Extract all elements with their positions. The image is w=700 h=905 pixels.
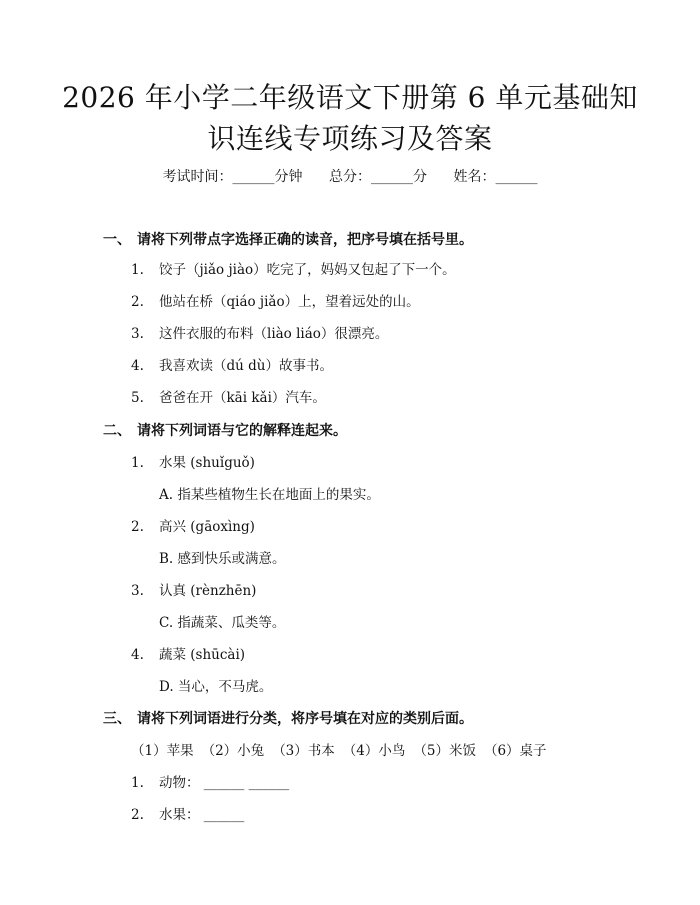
section-3-number: 三、 [103, 711, 131, 727]
section-1-title: 请将下列带点字选择正确的读音，把序号填在括号里。 [137, 232, 473, 248]
score-blank: ______ [371, 169, 413, 185]
list-item: 1. 饺子（jiǎo jiào）吃完了，妈妈又包起了下一个。 [131, 262, 456, 278]
list-item: 2. 他站在桥（qiáo jiǎo）上，望着远处的山。 [131, 294, 420, 310]
time-label: 考试时间： [162, 169, 233, 185]
page-title-line-1: 2026 年小学二年级语文下册第 6 单元基础知 [62, 81, 638, 114]
definition-item: B. 感到快乐或满意。 [159, 551, 286, 567]
section-1-heading [103, 229, 473, 251]
time-unit: 分钟 [274, 169, 303, 185]
definition-item: C. 指蔬菜、瓜类等。 [159, 615, 286, 631]
list-item: 1. 水果 (shuǐguǒ) [131, 455, 255, 471]
option-item: （3）书本 [272, 743, 335, 759]
option-item: （1）苹果 [131, 743, 194, 759]
time-blank: ______ [232, 169, 275, 185]
name-blank: ______ [495, 169, 538, 185]
list-item: 2. 水果： ______ [131, 807, 245, 823]
section-3-heading [103, 708, 473, 730]
list-item: 2. 高兴 (gāoxìng) [131, 519, 255, 535]
option-item: （4）小鸟 [342, 743, 406, 759]
option-item: （2）小兔 [201, 743, 265, 759]
page-title-line-2: 识连线专项练习及答案 [207, 122, 493, 155]
exam-info-row [0, 166, 700, 188]
section-1-number: 一、 [103, 232, 131, 248]
section-2-title: 请将下列词语与它的解释连起来。 [137, 423, 347, 439]
list-item: 3. 认真 (rènzhēn) [131, 583, 257, 599]
section-2-heading [103, 420, 347, 442]
score-unit: 分 [413, 169, 427, 185]
word-options [131, 740, 555, 762]
name-label: 姓名： [453, 169, 496, 185]
section-3-title: 请将下列词语进行分类，将序号填在对应的类别后面。 [137, 711, 473, 727]
definition-item: D. 当心，不马虎。 [159, 679, 273, 695]
list-item: 5. 爸爸在开（kāi kǎi）汽车。 [131, 390, 326, 406]
list-item: 4. 蔬菜 (shūcài) [131, 647, 246, 663]
section-2-number: 二、 [103, 423, 131, 439]
score-label: 总分： [329, 169, 371, 185]
list-item: 1. 动物： ______ ______ [131, 775, 290, 791]
option-item: （6）桌子 [483, 743, 547, 759]
list-item: 3. 这件衣服的布料（liào liáo）很漂亮。 [131, 326, 389, 342]
list-item: 4. 我喜欢读（dú dù）故事书。 [131, 358, 333, 374]
definition-item: A. 指某些植物生长在地面上的果实。 [159, 487, 380, 503]
option-item: （5）米饭 [413, 743, 476, 759]
